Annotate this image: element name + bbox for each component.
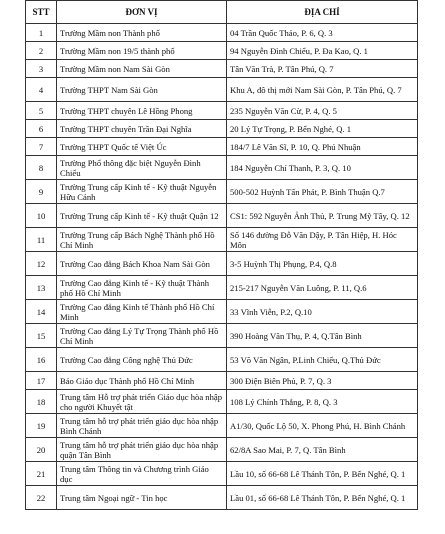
row-stt: 2 <box>26 42 57 60</box>
row-address: Số 146 đường Đỗ Văn Dậy, P. Tân Hiệp, H. Hóc Môn <box>227 228 418 252</box>
table-row <box>26 462 418 486</box>
row-stt: 8 <box>26 156 57 180</box>
row-unit: Trung tâm Ngoại ngữ - Tin học <box>57 486 227 510</box>
row-address: 33 Vĩnh Viễn, P.2, Q.10 <box>227 300 418 324</box>
table-row <box>26 348 418 372</box>
row-stt: 16 <box>26 348 57 372</box>
table-row <box>26 390 418 414</box>
row-address: CS1: 592 Nguyễn Ảnh Thủ, P. Trung Mỹ Tây, Q. 12 <box>227 204 418 228</box>
table-row <box>26 324 418 348</box>
table-row <box>26 156 418 180</box>
row-stt: 19 <box>26 414 57 438</box>
row-unit: Trường Trung cấp Bách Nghệ Thành phố Hồ Chí Minh <box>57 228 227 252</box>
row-unit: Trường Mầm non Thành phố <box>57 24 227 42</box>
institutions-table <box>25 0 418 510</box>
table-row <box>26 180 418 204</box>
row-address: 04 Trần Quốc Thảo, P. 6, Q. 3 <box>227 24 418 42</box>
header-address: ĐỊA CHỈ <box>227 1 418 24</box>
row-unit: Trường Cao đẳng Kinh tế Thành phố Hồ Chí Minh <box>57 300 227 324</box>
row-address: 390 Hoàng Văn Thụ, P. 4, Q.Tân Bình <box>227 324 418 348</box>
table-row <box>26 414 418 438</box>
table-row <box>26 120 418 138</box>
table-row <box>26 102 418 120</box>
row-stt: 15 <box>26 324 57 348</box>
table-row <box>26 300 418 324</box>
row-address: Tân Văn Trà, P. Tân Phú, Q. 7 <box>227 60 418 78</box>
row-address: 235 Nguyễn Văn Cừ, P. 4, Q. 5 <box>227 102 418 120</box>
row-address: 3-5 Huỳnh Thị Phụng, P.4, Q.8 <box>227 252 418 276</box>
row-stt: 18 <box>26 390 57 414</box>
row-stt: 11 <box>26 228 57 252</box>
row-stt: 7 <box>26 138 57 156</box>
table-row <box>26 372 418 390</box>
row-stt: 4 <box>26 78 57 102</box>
table-row <box>26 486 418 510</box>
row-stt: 3 <box>26 60 57 78</box>
row-stt: 1 <box>26 24 57 42</box>
row-address: 108 Lý Chính Thắng, P. 8, Q. 3 <box>227 390 418 414</box>
table-row <box>26 60 418 78</box>
row-unit: Báo Giáo dục Thành phố Hồ Chí Minh <box>57 372 227 390</box>
header-unit: ĐƠN VỊ <box>57 1 227 24</box>
table-row <box>26 24 418 42</box>
row-stt: 10 <box>26 204 57 228</box>
row-unit: Trường THPT chuyên Trần Đại Nghĩa <box>57 120 227 138</box>
row-unit: Trường Mầm non 19/5 thành phố <box>57 42 227 60</box>
row-stt: 9 <box>26 180 57 204</box>
row-unit: Trung tâm hỗ trợ phát triển giáo dục hòa nhập quận Tân Bình <box>57 438 227 462</box>
row-stt: 5 <box>26 102 57 120</box>
row-unit: Trường Cao đẳng Lý Tự Trọng Thành phố Hồ Chí Minh <box>57 324 227 348</box>
table-header-row <box>26 1 418 24</box>
row-address: 500-502 Huỳnh Tấn Phát, P. Bình Thuận Q.7 <box>227 180 418 204</box>
table-row <box>26 138 418 156</box>
table-row <box>26 228 418 252</box>
row-unit: Trường THPT Quốc tế Việt Úc <box>57 138 227 156</box>
row-unit: Trường Cao đẳng Kinh tế - Kỹ thuật Thành phố Hồ Chí Minh <box>57 276 227 300</box>
row-address: A1/30, Quốc Lộ 50, X. Phong Phú, H. Bình Chánh <box>227 414 418 438</box>
row-address: Khu A, đô thị mới Nam Sài Gòn, P. Tân Phú, Q. 7 <box>227 78 418 102</box>
row-stt: 6 <box>26 120 57 138</box>
row-stt: 21 <box>26 462 57 486</box>
row-stt: 17 <box>26 372 57 390</box>
row-unit: Trung tâm Hỗ trợ phát triển Giáo dục hòa nhập cho người Khuyết tật <box>57 390 227 414</box>
row-unit: Trường Trung cấp Kinh tế - Kỹ thuật Quận 12 <box>57 204 227 228</box>
row-address: 20 Lý Tự Trọng, P. Bến Nghé, Q. 1 <box>227 120 418 138</box>
row-unit: Trường THPT chuyên Lê Hồng Phong <box>57 102 227 120</box>
row-address: Lầu 01, số 66-68 Lê Thánh Tôn, P. Bến Nghé, Q. 1 <box>227 486 418 510</box>
table-row <box>26 252 418 276</box>
row-unit: Trung tâm hỗ trợ phát triển giáo dục hòa nhập Bình Chánh <box>57 414 227 438</box>
table-row <box>26 276 418 300</box>
institutions-table-wrapper <box>25 0 417 510</box>
row-unit: Trường Mầm non Nam Sài Gòn <box>57 60 227 78</box>
row-stt: 20 <box>26 438 57 462</box>
table-row <box>26 204 418 228</box>
row-address: 215-217 Nguyễn Văn Luông, P. 11, Q.6 <box>227 276 418 300</box>
row-address: 300 Điện Biên Phủ, P. 7, Q. 3 <box>227 372 418 390</box>
row-address: 62/8A Sao Mai, P. 7, Q. Tân Bình <box>227 438 418 462</box>
row-address: Lầu 10, số 66-68 Lê Thánh Tôn, P. Bến Nghé, Q. 1 <box>227 462 418 486</box>
row-stt: 13 <box>26 276 57 300</box>
row-stt: 14 <box>26 300 57 324</box>
header-stt: STT <box>26 1 57 24</box>
row-stt: 22 <box>26 486 57 510</box>
row-address: 184 Nguyễn Chí Thanh, P. 3, Q. 10 <box>227 156 418 180</box>
table-row <box>26 438 418 462</box>
row-unit: Trường Trung cấp Kinh tế - Kỹ thuật Nguyễn Hữu Cảnh <box>57 180 227 204</box>
table-row <box>26 42 418 60</box>
row-unit: Trường THPT Nam Sài Gòn <box>57 78 227 102</box>
table-row <box>26 78 418 102</box>
row-unit: Trường Cao đẳng Công nghệ Thủ Đức <box>57 348 227 372</box>
row-address: 53 Võ Văn Ngân, P.Linh Chiểu, Q.Thủ Đức <box>227 348 418 372</box>
row-address: 94 Nguyễn Đình Chiểu, P. Đa Kao, Q. 1 <box>227 42 418 60</box>
row-unit: Trường Cao đẳng Bách Khoa Nam Sài Gòn <box>57 252 227 276</box>
row-stt: 12 <box>26 252 57 276</box>
row-unit: Trung tâm Thông tin và Chương trình Giáo dục <box>57 462 227 486</box>
row-unit: Trường Phổ thông đặc biệt Nguyễn Đình Chiểu <box>57 156 227 180</box>
row-address: 184/7 Lê Văn Sĩ, P. 10, Q. Phú Nhuận <box>227 138 418 156</box>
